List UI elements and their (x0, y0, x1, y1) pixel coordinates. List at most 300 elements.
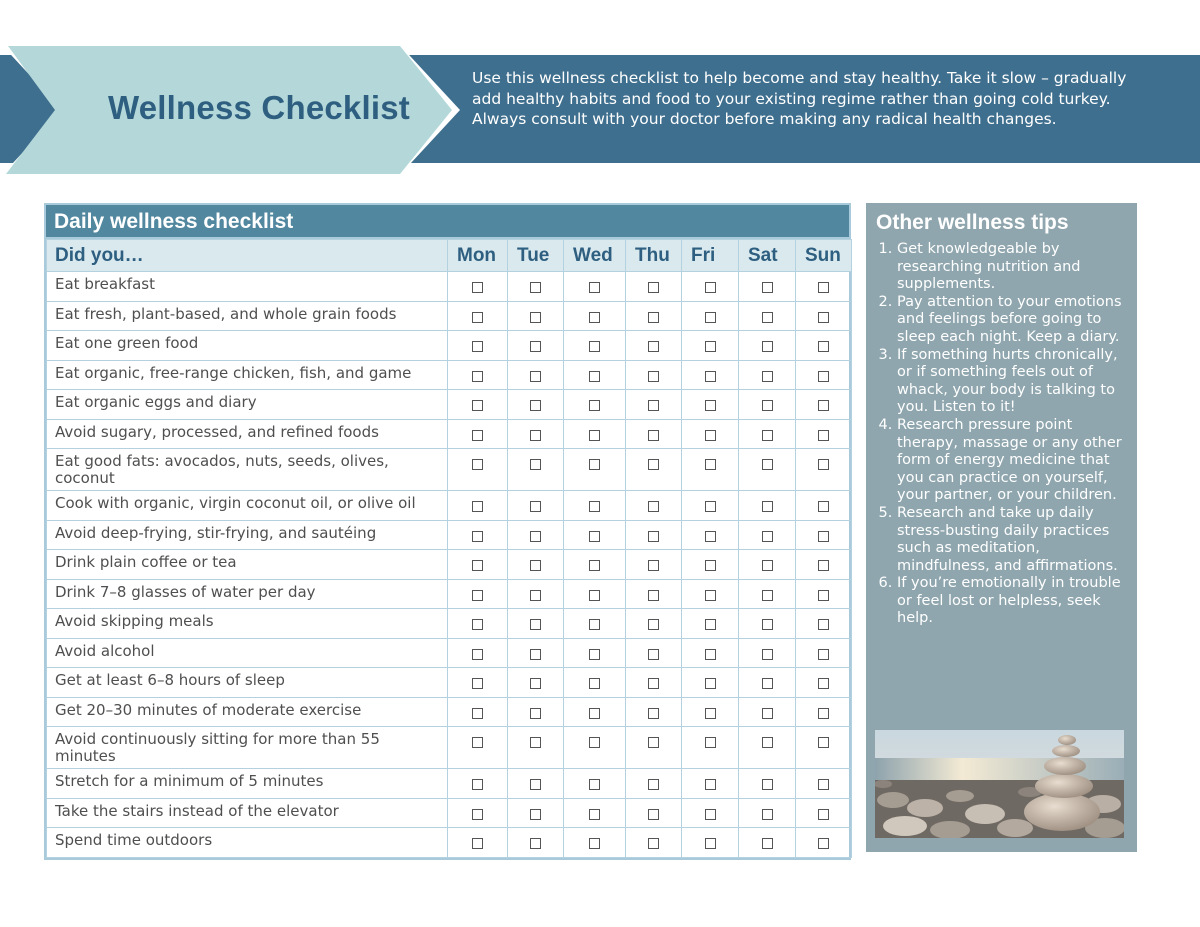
checkbox-cell-tue (508, 390, 564, 420)
checkbox-mon[interactable] (472, 560, 483, 571)
checkbox-cell-fri (682, 520, 739, 550)
checkbox-cell-fri (682, 491, 739, 521)
checkbox-cell-sun (796, 272, 852, 302)
checkbox-cell-sun (796, 828, 852, 858)
checkbox-cell-sat (739, 360, 796, 390)
checkbox-cell-tue (508, 697, 564, 727)
checkbox-mon[interactable] (472, 282, 483, 293)
checkbox-cell-tue (508, 668, 564, 698)
checklist-item-label: Get 20–30 minutes of moderate exercise (47, 697, 448, 727)
checkbox-cell-tue (508, 272, 564, 302)
checkbox-cell-tue (508, 828, 564, 858)
checkbox-tue[interactable] (530, 560, 541, 571)
checkbox-tue[interactable] (530, 371, 541, 382)
checkbox-cell-sat (739, 668, 796, 698)
checkbox-tue[interactable] (530, 459, 541, 470)
checkbox-sun[interactable] (818, 649, 829, 660)
checkbox-cell-mon (448, 609, 508, 639)
column-header-fri: Fri (682, 240, 739, 272)
checkbox-cell-thu (626, 798, 682, 828)
checkbox-sat[interactable] (762, 531, 773, 542)
checkbox-thu[interactable] (648, 459, 659, 470)
checkbox-fri[interactable] (705, 809, 716, 820)
checkbox-cell-tue (508, 360, 564, 390)
checkbox-cell-wed (564, 331, 626, 361)
checklist-item-label: Spend time outdoors (47, 828, 448, 858)
checkbox-sun[interactable] (818, 560, 829, 571)
checkbox-cell-mon (448, 638, 508, 668)
checklist-item-label: Avoid sugary, processed, and refined foods (47, 419, 448, 449)
checkbox-cell-fri (682, 609, 739, 639)
checkbox-fri[interactable] (705, 779, 716, 790)
checkbox-cell-fri (682, 419, 739, 449)
table-row (47, 579, 852, 609)
checkbox-cell-thu (626, 609, 682, 639)
checkbox-tue[interactable] (530, 678, 541, 689)
checkbox-mon[interactable] (472, 678, 483, 689)
checkbox-cell-sat (739, 798, 796, 828)
checkbox-sun[interactable] (818, 809, 829, 820)
checkbox-sat[interactable] (762, 649, 773, 660)
checkbox-tue[interactable] (530, 400, 541, 411)
checkbox-tue[interactable] (530, 312, 541, 323)
checkbox-wed[interactable] (589, 501, 600, 512)
checkbox-wed[interactable] (589, 779, 600, 790)
checkbox-thu[interactable] (648, 590, 659, 601)
checkbox-wed[interactable] (589, 708, 600, 719)
checkbox-cell-thu (626, 579, 682, 609)
checklist-item-label: Drink plain coffee or tea (47, 550, 448, 580)
checkbox-cell-sat (739, 272, 796, 302)
column-header-thu: Thu (626, 240, 682, 272)
checkbox-wed[interactable] (589, 560, 600, 571)
table-row (47, 301, 852, 331)
checkbox-wed[interactable] (589, 838, 600, 849)
checkbox-cell-sat (739, 769, 796, 799)
checkbox-mon[interactable] (472, 430, 483, 441)
checkbox-cell-thu (626, 390, 682, 420)
checkbox-cell-mon (448, 798, 508, 828)
checkbox-cell-wed (564, 798, 626, 828)
checkbox-thu[interactable] (648, 737, 659, 748)
checkbox-sun[interactable] (818, 619, 829, 630)
checkbox-cell-sat (739, 331, 796, 361)
table-row (47, 638, 852, 668)
checkbox-cell-mon (448, 769, 508, 799)
checkbox-mon[interactable] (472, 371, 483, 382)
checklist-item-label: Eat organic, free-range chicken, fish, and game (47, 360, 448, 390)
checkbox-cell-wed (564, 828, 626, 858)
checkbox-cell-mon (448, 331, 508, 361)
checkbox-sat[interactable] (762, 459, 773, 470)
checkbox-cell-fri (682, 449, 739, 491)
checkbox-sun[interactable] (818, 341, 829, 352)
checkbox-cell-mon (448, 550, 508, 580)
checkbox-cell-mon (448, 390, 508, 420)
checkbox-cell-fri (682, 638, 739, 668)
checkbox-cell-sat (739, 390, 796, 420)
checkbox-tue[interactable] (530, 708, 541, 719)
checkbox-mon[interactable] (472, 619, 483, 630)
checkbox-fri[interactable] (705, 838, 716, 849)
checkbox-wed[interactable] (589, 590, 600, 601)
checkbox-cell-sun (796, 520, 852, 550)
checkbox-tue[interactable] (530, 430, 541, 441)
checklist-item-label: Eat one green food (47, 331, 448, 361)
checkbox-cell-fri (682, 697, 739, 727)
checkbox-thu[interactable] (648, 531, 659, 542)
checkbox-tue[interactable] (530, 737, 541, 748)
checkbox-cell-wed (564, 301, 626, 331)
checkbox-thu[interactable] (648, 678, 659, 689)
checkbox-fri[interactable] (705, 459, 716, 470)
checkbox-cell-thu (626, 697, 682, 727)
checkbox-fri[interactable] (705, 282, 716, 293)
checkbox-cell-thu (626, 638, 682, 668)
checkbox-cell-wed (564, 668, 626, 698)
checkbox-cell-wed (564, 769, 626, 799)
checkbox-sat[interactable] (762, 341, 773, 352)
checkbox-cell-mon (448, 727, 508, 769)
checkbox-tue[interactable] (530, 531, 541, 542)
checkbox-sat[interactable] (762, 838, 773, 849)
checkbox-cell-wed (564, 491, 626, 521)
checkbox-mon[interactable] (472, 708, 483, 719)
checkbox-cell-tue (508, 301, 564, 331)
checkbox-cell-wed (564, 638, 626, 668)
checkbox-thu[interactable] (648, 341, 659, 352)
checkbox-cell-sat (739, 828, 796, 858)
checkbox-cell-fri (682, 301, 739, 331)
checkbox-fri[interactable] (705, 619, 716, 630)
checkbox-cell-tue (508, 449, 564, 491)
checkbox-cell-wed (564, 579, 626, 609)
checkbox-thu[interactable] (648, 560, 659, 571)
checkbox-sat[interactable] (762, 590, 773, 601)
checkbox-mon[interactable] (472, 779, 483, 790)
checkbox-cell-fri (682, 579, 739, 609)
checkbox-thu[interactable] (648, 838, 659, 849)
checkbox-thu[interactable] (648, 708, 659, 719)
checkbox-cell-sun (796, 668, 852, 698)
checkbox-tue[interactable] (530, 501, 541, 512)
checkbox-cell-sat (739, 301, 796, 331)
checkbox-cell-wed (564, 609, 626, 639)
checkbox-sun[interactable] (818, 678, 829, 689)
checkbox-fri[interactable] (705, 400, 716, 411)
checkbox-wed[interactable] (589, 400, 600, 411)
checkbox-cell-mon (448, 419, 508, 449)
checkbox-sun[interactable] (818, 430, 829, 441)
checkbox-sun[interactable] (818, 282, 829, 293)
checkbox-cell-tue (508, 798, 564, 828)
checkbox-wed[interactable] (589, 282, 600, 293)
checkbox-mon[interactable] (472, 838, 483, 849)
checkbox-fri[interactable] (705, 737, 716, 748)
checkbox-thu[interactable] (648, 809, 659, 820)
checkbox-cell-thu (626, 331, 682, 361)
checkbox-cell-sun (796, 727, 852, 769)
checkbox-wed[interactable] (589, 809, 600, 820)
checkbox-cell-tue (508, 727, 564, 769)
daily-checklist (44, 203, 851, 860)
checkbox-cell-tue (508, 491, 564, 521)
checkbox-sat[interactable] (762, 809, 773, 820)
checkbox-thu[interactable] (648, 430, 659, 441)
checkbox-sun[interactable] (818, 737, 829, 748)
checkbox-cell-sat (739, 697, 796, 727)
checkbox-fri[interactable] (705, 371, 716, 382)
checkbox-sat[interactable] (762, 430, 773, 441)
column-header-tue: Tue (508, 240, 564, 272)
checkbox-cell-wed (564, 360, 626, 390)
checkbox-sun[interactable] (818, 838, 829, 849)
checkbox-thu[interactable] (648, 400, 659, 411)
checkbox-fri[interactable] (705, 501, 716, 512)
column-header-sat: Sat (739, 240, 796, 272)
checkbox-sat[interactable] (762, 737, 773, 748)
checkbox-cell-thu (626, 520, 682, 550)
checkbox-mon[interactable] (472, 501, 483, 512)
checkbox-cell-tue (508, 638, 564, 668)
checkbox-sat[interactable] (762, 282, 773, 293)
column-header-mon: Mon (448, 240, 508, 272)
checklist-item-label: Stretch for a minimum of 5 minutes (47, 769, 448, 799)
checkbox-cell-sun (796, 491, 852, 521)
checkbox-wed[interactable] (589, 341, 600, 352)
checklist-item-label: Take the stairs instead of the elevator (47, 798, 448, 828)
tip-item: 5. Research and take up daily stress-busting daily practices such as meditation, mindfulness, and affirmations. (897, 505, 1129, 575)
checkbox-cell-wed (564, 520, 626, 550)
checkbox-tue[interactable] (530, 590, 541, 601)
checkbox-wed[interactable] (589, 312, 600, 323)
checkbox-cell-tue (508, 550, 564, 580)
checkbox-tue[interactable] (530, 341, 541, 352)
checkbox-cell-wed (564, 419, 626, 449)
checkbox-cell-sun (796, 360, 852, 390)
checkbox-cell-sun (796, 419, 852, 449)
tip-item: 6. If you’re emotionally in trouble or feel lost or helpless, seek help. (897, 575, 1129, 628)
checkbox-thu[interactable] (648, 779, 659, 790)
checkbox-tue[interactable] (530, 282, 541, 293)
checkbox-sat[interactable] (762, 560, 773, 571)
checklist-item-label: Eat fresh, plant-based, and whole grain foods (47, 301, 448, 331)
checkbox-thu[interactable] (648, 371, 659, 382)
checkbox-cell-sat (739, 727, 796, 769)
checkbox-cell-mon (448, 360, 508, 390)
checkbox-mon[interactable] (472, 809, 483, 820)
checkbox-sat[interactable] (762, 678, 773, 689)
checkbox-cell-tue (508, 331, 564, 361)
checkbox-wed[interactable] (589, 430, 600, 441)
table-row (47, 798, 852, 828)
tips-panel (866, 203, 1137, 852)
checkbox-fri[interactable] (705, 649, 716, 660)
checkbox-cell-sat (739, 419, 796, 449)
table-row (47, 272, 852, 302)
table-row (47, 419, 852, 449)
checkbox-mon[interactable] (472, 400, 483, 411)
tip-item: 2. Pay attention to your emotions and feelings before going to sleep each night. Keep a diary. (897, 294, 1129, 347)
checkbox-sat[interactable] (762, 400, 773, 411)
checkbox-tue[interactable] (530, 619, 541, 630)
checkbox-cell-mon (448, 520, 508, 550)
checkbox-wed[interactable] (589, 459, 600, 470)
checkbox-mon[interactable] (472, 341, 483, 352)
checkbox-cell-sun (796, 301, 852, 331)
checkbox-cell-wed (564, 697, 626, 727)
checkbox-cell-fri (682, 272, 739, 302)
checklist-item-label: Get at least 6–8 hours of sleep (47, 668, 448, 698)
checkbox-mon[interactable] (472, 459, 483, 470)
checkbox-fri[interactable] (705, 531, 716, 542)
checkbox-wed[interactable] (589, 619, 600, 630)
table-row (47, 697, 852, 727)
checkbox-cell-sun (796, 798, 852, 828)
checkbox-mon[interactable] (472, 649, 483, 660)
checklist-item-label: Cook with organic, virgin coconut oil, or olive oil (47, 491, 448, 521)
checkbox-tue[interactable] (530, 838, 541, 849)
checkbox-wed[interactable] (589, 678, 600, 689)
checkbox-cell-fri (682, 331, 739, 361)
checkbox-cell-tue (508, 609, 564, 639)
checkbox-cell-thu (626, 301, 682, 331)
checkbox-sun[interactable] (818, 590, 829, 601)
checkbox-thu[interactable] (648, 619, 659, 630)
checkbox-wed[interactable] (589, 737, 600, 748)
checkbox-tue[interactable] (530, 779, 541, 790)
table-row (47, 449, 852, 491)
checkbox-cell-sun (796, 769, 852, 799)
checkbox-tue[interactable] (530, 649, 541, 660)
checkbox-fri[interactable] (705, 430, 716, 441)
checkbox-sun[interactable] (818, 371, 829, 382)
checkbox-sun[interactable] (818, 531, 829, 542)
checkbox-mon[interactable] (472, 531, 483, 542)
checkbox-cell-tue (508, 579, 564, 609)
checkbox-cell-fri (682, 550, 739, 580)
checkbox-cell-mon (448, 491, 508, 521)
checkbox-cell-mon (448, 301, 508, 331)
checkbox-cell-fri (682, 828, 739, 858)
checkbox-wed[interactable] (589, 531, 600, 542)
intro-text: Use this wellness checklist to help become and stay healthy. Take it slow – gradually add healthy habits and food to your existing regime rather than going cold turkey. Always consult with your doctor before making any radical health changes. (472, 69, 1127, 128)
table-row (47, 331, 852, 361)
checkbox-cell-wed (564, 550, 626, 580)
column-header-task: Did you… (47, 240, 448, 272)
tips-list (876, 241, 1129, 628)
checkbox-cell-fri (682, 360, 739, 390)
checkbox-fri[interactable] (705, 678, 716, 689)
checkbox-cell-sun (796, 579, 852, 609)
checkbox-sat[interactable] (762, 779, 773, 790)
checkbox-sun[interactable] (818, 779, 829, 790)
column-header-wed: Wed (564, 240, 626, 272)
checkbox-sat[interactable] (762, 501, 773, 512)
table-row (47, 609, 852, 639)
checklist-item-label: Eat good fats: avocados, nuts, seeds, olives, coconut (47, 449, 448, 491)
checkbox-thu[interactable] (648, 501, 659, 512)
checkbox-cell-sat (739, 491, 796, 521)
checkbox-fri[interactable] (705, 708, 716, 719)
checkbox-cell-sat (739, 449, 796, 491)
table-row (47, 520, 852, 550)
checkbox-cell-sat (739, 579, 796, 609)
checklist-item-label: Eat organic eggs and diary (47, 390, 448, 420)
checkbox-fri[interactable] (705, 312, 716, 323)
checkbox-cell-sun (796, 638, 852, 668)
checkbox-mon[interactable] (472, 590, 483, 601)
table-row (47, 491, 852, 521)
checkbox-sun[interactable] (818, 708, 829, 719)
checkbox-cell-fri (682, 769, 739, 799)
tip-item: 3. If something hurts chronically, or if something feels out of whack, your body is talking to you. Listen to it! (897, 347, 1129, 417)
checkbox-thu[interactable] (648, 649, 659, 660)
checkbox-cell-fri (682, 798, 739, 828)
checkbox-wed[interactable] (589, 649, 600, 660)
checkbox-sun[interactable] (818, 459, 829, 470)
checkbox-cell-thu (626, 769, 682, 799)
checkbox-cell-sat (739, 550, 796, 580)
checkbox-cell-sun (796, 390, 852, 420)
checkbox-cell-fri (682, 390, 739, 420)
checkbox-cell-tue (508, 769, 564, 799)
checkbox-fri[interactable] (705, 560, 716, 571)
checkbox-sun[interactable] (818, 400, 829, 411)
checkbox-cell-thu (626, 727, 682, 769)
checkbox-cell-sat (739, 609, 796, 639)
checkbox-cell-mon (448, 272, 508, 302)
checkbox-cell-mon (448, 668, 508, 698)
checkbox-cell-thu (626, 419, 682, 449)
checkbox-cell-thu (626, 272, 682, 302)
checkbox-cell-fri (682, 727, 739, 769)
stacked-stones-image (875, 730, 1124, 838)
checkbox-mon[interactable] (472, 312, 483, 323)
checkbox-tue[interactable] (530, 809, 541, 820)
checklist-table (46, 239, 852, 858)
checkbox-sat[interactable] (762, 619, 773, 630)
checklist-item-label: Avoid alcohol (47, 638, 448, 668)
checkbox-cell-wed (564, 390, 626, 420)
checkbox-cell-sun (796, 609, 852, 639)
checkbox-cell-thu (626, 550, 682, 580)
checkbox-fri[interactable] (705, 590, 716, 601)
checkbox-thu[interactable] (648, 312, 659, 323)
checkbox-fri[interactable] (705, 341, 716, 352)
checkbox-sun[interactable] (818, 312, 829, 323)
checklist-item-label: Drink 7–8 glasses of water per day (47, 579, 448, 609)
checkbox-cell-sat (739, 520, 796, 550)
checkbox-wed[interactable] (589, 371, 600, 382)
checkbox-cell-thu (626, 360, 682, 390)
page-title: Wellness Checklist (108, 89, 410, 126)
tip-item: 4. Research pressure point therapy, massage or any other form of energy medicine that you can practice on yourself, your partner, or your children. (897, 417, 1129, 505)
checkbox-thu[interactable] (648, 282, 659, 293)
table-row (47, 828, 852, 858)
checkbox-cell-sun (796, 550, 852, 580)
checkbox-sat[interactable] (762, 312, 773, 323)
tip-item: 1. Get knowledgeable by researching nutrition and supplements. (897, 241, 1129, 294)
checkbox-cell-thu (626, 449, 682, 491)
checkbox-cell-thu (626, 668, 682, 698)
table-row (47, 550, 852, 580)
checkbox-sat[interactable] (762, 371, 773, 382)
table-row (47, 727, 852, 769)
checkbox-sun[interactable] (818, 501, 829, 512)
checkbox-mon[interactable] (472, 737, 483, 748)
checkbox-sat[interactable] (762, 708, 773, 719)
